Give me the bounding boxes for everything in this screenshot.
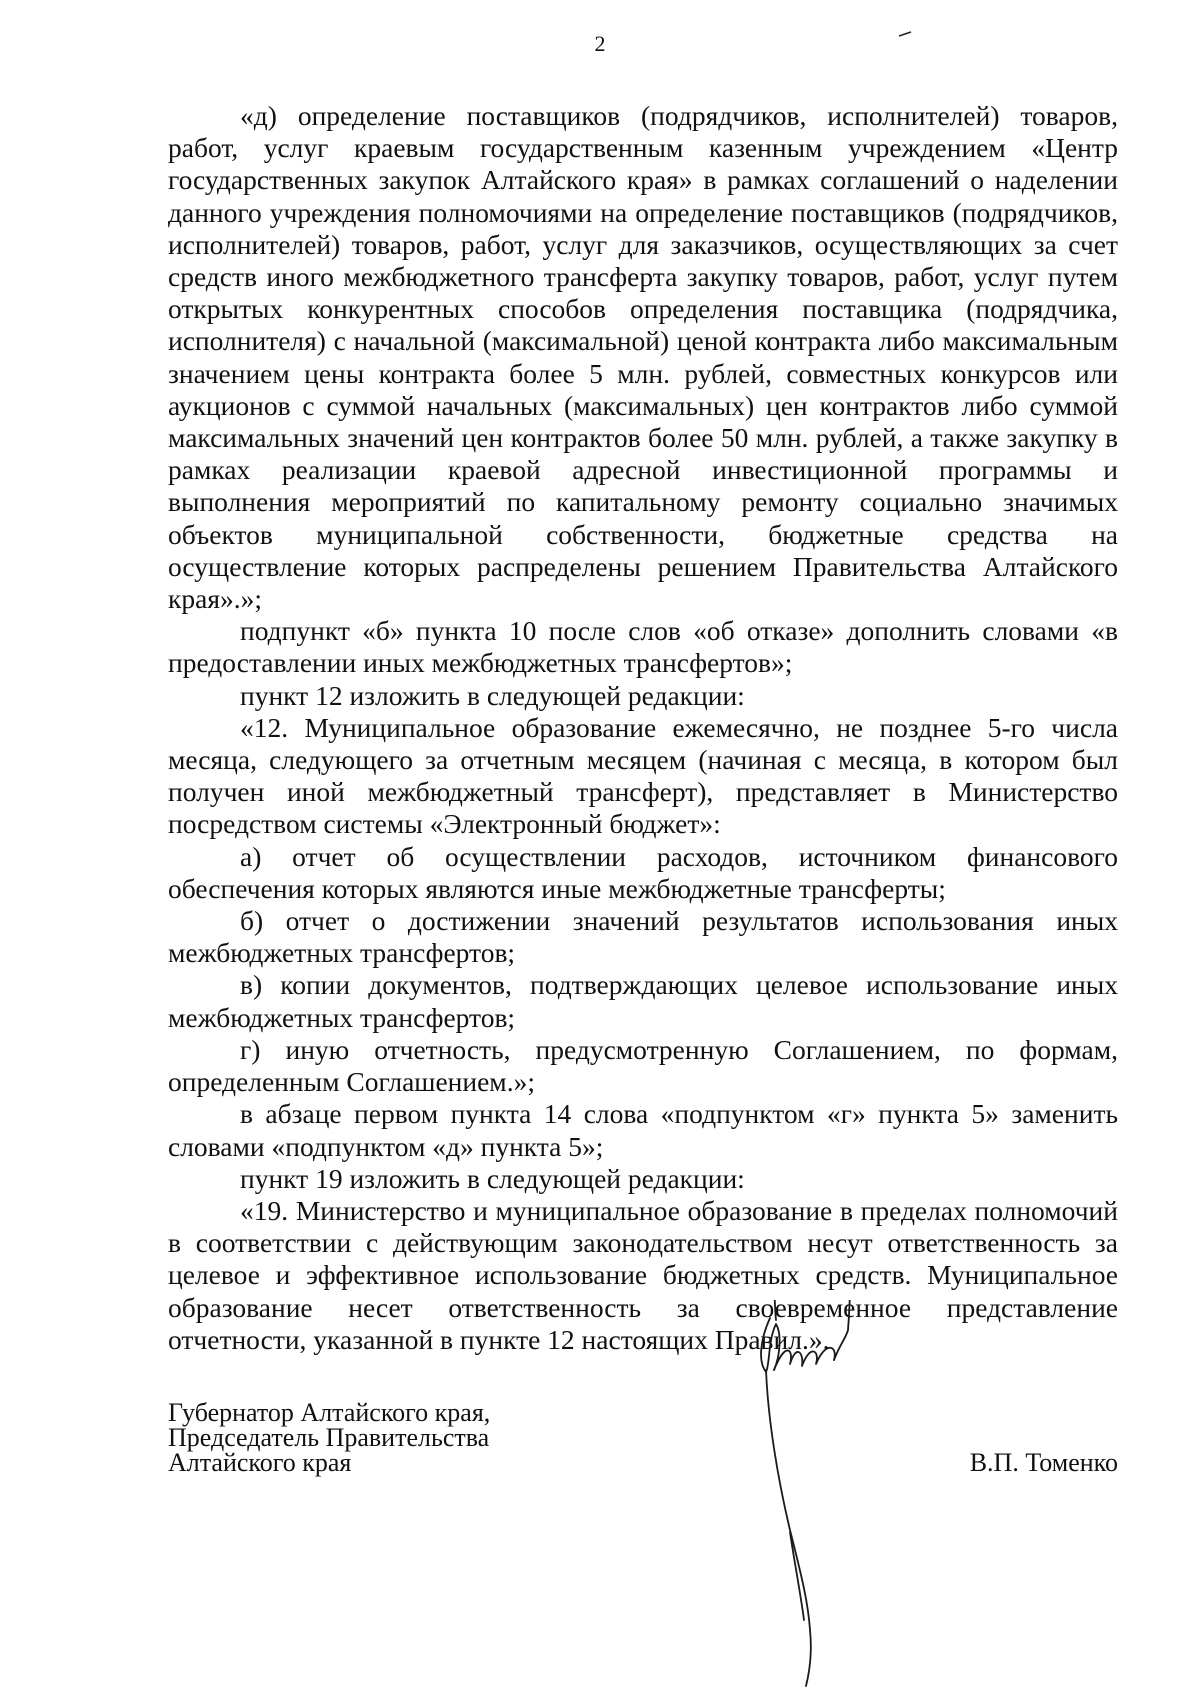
paragraph-item-12-text: «12. Муниципальное образование ежемесячно, не позднее 5-го числа месяца, следующего за отчетным месяцем (начиная с месяца, в котором был получен иной межбюджетный трансферт), представляет в Министерство посредством системы «Электронный бюджет»: — [168, 711, 1118, 840]
paragraph-item-12-intro: пункт 12 изложить в следующей редакции: — [240, 679, 745, 711]
document-body — [168, 100, 1118, 1356]
signatory-name: В.П. Томенко — [969, 1448, 1118, 1477]
paragraph-item-10-amendment: подпункт «б» пункта 10 после слов «об отказе» дополнить словами «в предоставлении иных межбюджетных трансфертов»; — [168, 615, 1118, 679]
paragraph-subitem-d: «д) определение поставщиков (подрядчиков, исполнителей) товаров, работ, услуг краевым государственным казенным учреждением «Центр государственных закупок Алтайского края» в рамках соглашений о наделении данного учреждения полномочиями на определение поставщиков (подрядчиков, исполнителей) товаров, работ, услуг для заказчиков, осуществляющих за счет средств иного межбюджетного трансферта закупку товаров, работ, услуг путем открытых конкурентных способов определения поставщика (подрядчика, исполнителя) с начальной (максимальной) ценой контракта либо максимальным значением цены контракта более 5 млн. рублей, совместных конкурсов или аукционов с суммой начальных (максимальных) цен контрактов либо суммой максимальных значений цен контрактов более 50 млн. рублей, а также закупку в рамках реализации краевой адресной инвестиционной программы и выполнения мероприятий по капитальному ремонту социально значимых объектов муниципальной собственности, бюджетные средства на осуществление которых распределены решением Правительства Алтайского края».»; — [168, 100, 1118, 615]
paragraph-item-12-b: б) отчет о достижении значений результатов использования иных межбюджетных трансфертов; — [168, 905, 1118, 969]
paragraph-item-14-amendment: в абзаце первом пункта 14 слова «подпунктом «г» пункта 5» заменить словами «подпунктом «д» пункта 5»; — [168, 1098, 1118, 1162]
signatory-position-line: Алтайского края — [168, 1448, 352, 1477]
signatory-position-line: Председатель Правительства — [168, 1423, 490, 1452]
page-number: 2 — [594, 31, 606, 56]
handwritten-signature — [730, 1300, 890, 1690]
paragraph-item-19-intro: пункт 19 изложить в следующей редакции: — [240, 1162, 745, 1194]
signatory-position — [168, 1400, 490, 1475]
paragraph-item-12-d: г) иную отчетность, предусмотренную Соглашением, по формам, определенным Соглашением.»; — [168, 1033, 1118, 1098]
signatory-position-line: Губернатор Алтайского края, — [168, 1398, 491, 1427]
paragraph-item-12-a: а) отчет об осуществлении расходов, источником финансового обеспечения которых являются иные межбюджетные трансферты; — [168, 840, 1118, 904]
scan-artifact-mark — [898, 30, 912, 38]
paragraph-item-12-c: в) копии документов, подтверждающих целевое использование иных межбюджетных трансфертов; — [168, 969, 1118, 1033]
paragraph-item-19-text: «19. Министерство и муниципальное образование в пределах полномочий в соответствии с действующим законодательством несут ответственность за целевое и эффективное использование бюджетных средств. Муниципальное образование несет ответственность за своевременное представление отчетности, указанной в пункте 12 настоящих Правил.». — [168, 1194, 1118, 1355]
